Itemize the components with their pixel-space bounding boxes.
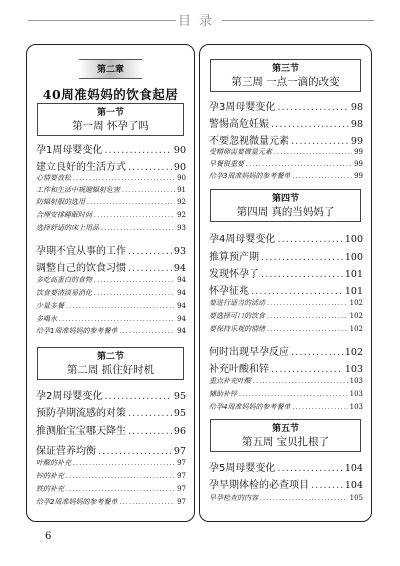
toc-entry-page: 100 xyxy=(344,252,363,263)
dot-leader xyxy=(104,391,172,402)
toc-entry-page: 97 xyxy=(177,459,186,467)
toc-entry-title: 孕期不宜从事的工作 xyxy=(36,246,126,257)
toc-entry-title: 保证营养均衡 xyxy=(36,446,96,457)
dot-leader xyxy=(98,446,172,457)
toc-entry[interactable] xyxy=(209,343,363,358)
dot-leader xyxy=(274,148,352,156)
toc-entry-page: 99 xyxy=(354,172,363,180)
dot-leader xyxy=(128,263,172,274)
toc-entry-page: 100 xyxy=(344,234,363,245)
dot-leader xyxy=(291,347,343,358)
dot-leader xyxy=(122,186,175,194)
section-title: 第一周 怀孕了吗 xyxy=(72,120,149,132)
toc-entry[interactable] xyxy=(36,173,186,183)
toc-entry-title: 要保持乐观的情绪 xyxy=(209,325,265,333)
toc-entry-page: 99 xyxy=(354,148,363,156)
right-column xyxy=(199,44,372,522)
toc-entry-page: 101 xyxy=(344,286,363,297)
dot-leader xyxy=(239,390,348,398)
toc-entry-title: 防辐射服的选用 xyxy=(36,198,85,206)
toc-entry-title: 推算预产期 xyxy=(209,252,259,263)
toc-entry-title: 不要忽视微量元素 xyxy=(209,136,289,147)
toc-entry[interactable] xyxy=(36,197,186,207)
toc-entry-page: 102 xyxy=(349,312,363,320)
toc-entry-page: 97 xyxy=(177,485,186,493)
toc-entry[interactable] xyxy=(209,311,363,321)
dot-leader xyxy=(277,102,349,113)
toc-entry[interactable] xyxy=(36,497,186,507)
toc-entry[interactable] xyxy=(209,132,363,147)
toc-entry-title: 合理安排睡眠时间 xyxy=(36,211,92,219)
toc-entry[interactable] xyxy=(209,376,363,386)
dot-leader xyxy=(66,485,175,493)
toc-entry[interactable] xyxy=(209,98,363,113)
toc-entry-title: 发现怀孕了 xyxy=(209,269,259,280)
toc-entry[interactable] xyxy=(209,265,363,280)
toc-entry[interactable] xyxy=(209,360,363,375)
toc-entry[interactable] xyxy=(36,210,186,220)
dot-leader xyxy=(260,494,348,502)
section-label: 第三节 xyxy=(271,64,299,74)
toc-entry-page: 94 xyxy=(177,302,186,310)
dot-leader xyxy=(261,252,343,263)
chapter-title: 40周准妈妈的饮食起居 xyxy=(42,87,179,102)
toc-entry-title: 孕3周母婴变化 xyxy=(209,102,276,113)
toc-entry-page: 97 xyxy=(177,498,186,506)
toc-entry-page: 104 xyxy=(344,480,363,491)
toc-entry[interactable] xyxy=(36,404,186,419)
toc-entry-page: 94 xyxy=(177,276,186,284)
toc-entry-title: 多吃高蛋白的食物 xyxy=(36,276,92,284)
section-label: 第四节 xyxy=(271,194,299,204)
toc-entry-title: 警惕高危妊娠 xyxy=(209,119,269,130)
toc-entry-title: 补充叶酸和锌 xyxy=(209,364,269,375)
dot-leader xyxy=(253,377,348,385)
dot-leader xyxy=(128,408,172,419)
toc-entry-page: 94 xyxy=(177,315,186,323)
dot-leader xyxy=(271,119,349,130)
toc-entry-title: 心情要放松 xyxy=(36,174,71,182)
toc-entry-page: 90 xyxy=(173,162,186,173)
dot-leader xyxy=(59,315,175,323)
toc-entry[interactable] xyxy=(36,471,186,481)
toc-entry[interactable] xyxy=(209,402,363,412)
toc-entry-title: 孕4周母婴变化 xyxy=(209,234,276,245)
toc-entry-page: 103 xyxy=(349,377,363,385)
section-heading-s1 xyxy=(37,103,184,136)
header-title: 目录 xyxy=(177,14,220,29)
toc-entry-title: 孕早期体检的必查项目 xyxy=(209,480,309,491)
toc-entry-page: 92 xyxy=(177,211,186,219)
toc-entry-page: 102 xyxy=(349,325,363,333)
toc-entry-title: 早孕检查的内容 xyxy=(209,494,258,502)
page-number: 6 xyxy=(45,531,52,542)
toc-entry[interactable] xyxy=(209,459,363,474)
section-title: 第三周 一点一滴的改变 xyxy=(231,76,340,88)
toc-entry-title: 要进行适当的活动 xyxy=(209,299,265,307)
toc-entry-page: 93 xyxy=(177,224,186,232)
section-label: 第一节 xyxy=(96,108,124,118)
dot-leader xyxy=(267,325,348,333)
toc-entry-page: 101 xyxy=(344,269,363,280)
toc-entry-title: 给孕2周准妈妈的参考餐单 xyxy=(36,498,118,506)
toc-entry[interactable] xyxy=(209,389,363,399)
toc-entry-page: 102 xyxy=(349,299,363,307)
toc-entry[interactable] xyxy=(209,115,363,130)
toc-entry-title: 孕1周母婴变化 xyxy=(36,145,103,156)
toc-entry-title: 孕2周母婴变化 xyxy=(36,391,103,402)
toc-entry-page: 99 xyxy=(354,160,363,168)
toc-entry-title: 叶酸的补充 xyxy=(36,459,71,467)
toc-entry-page: 90 xyxy=(177,174,186,182)
dot-leader xyxy=(311,480,343,491)
toc-entry-title: 少量多餐 xyxy=(36,302,64,310)
toc-entry[interactable] xyxy=(36,223,186,233)
toc-entry[interactable] xyxy=(36,458,186,468)
toc-entry-title: 怀孕征兆 xyxy=(209,286,249,297)
toc-entry-title: 何时出现早孕反应 xyxy=(209,347,289,358)
toc-entry[interactable] xyxy=(36,484,186,494)
page-header xyxy=(0,8,400,34)
toc-entry[interactable] xyxy=(209,159,363,169)
dot-leader xyxy=(246,160,352,168)
toc-entry-title: 给孕3周准妈妈的参考餐单 xyxy=(209,172,291,180)
dot-leader xyxy=(94,276,175,284)
toc-entry-page: 93 xyxy=(173,246,186,257)
toc-entry[interactable] xyxy=(209,493,363,503)
dot-leader xyxy=(277,463,342,474)
toc-entry-title: 调整自己的饮食习惯 xyxy=(36,263,126,274)
toc-entry-page: 95 xyxy=(173,408,186,419)
dot-leader xyxy=(128,162,172,173)
toc-entry[interactable] xyxy=(209,282,363,297)
toc-entry-title: 铁的补充 xyxy=(36,485,64,493)
toc-entry[interactable] xyxy=(36,141,186,156)
toc-entry-page: 94 xyxy=(173,263,186,274)
toc-entry[interactable] xyxy=(209,171,363,181)
toc-entry-title: 受精卵需要微量元素 xyxy=(209,148,272,156)
section-heading-s5 xyxy=(210,419,361,452)
dot-leader xyxy=(128,246,172,257)
dot-leader xyxy=(271,364,343,375)
toc-entry[interactable] xyxy=(36,288,186,298)
dot-leader xyxy=(73,459,175,467)
toc-entry-page: 96 xyxy=(173,426,186,437)
section-title: 第五周 宝贝扎根了 xyxy=(241,436,330,448)
toc-entry-page: 92 xyxy=(177,198,186,206)
dot-leader xyxy=(291,136,349,147)
dot-leader xyxy=(292,172,352,180)
toc-entry-page: 94 xyxy=(177,327,186,335)
toc-entry-page: 95 xyxy=(173,391,186,402)
toc-entry-page: 102 xyxy=(344,347,363,358)
chapter-heading xyxy=(27,57,194,103)
section-heading-s4 xyxy=(210,189,361,222)
toc-entry-page: 104 xyxy=(344,463,363,474)
toc-entry[interactable] xyxy=(36,185,186,195)
section-title: 第四周 真的当妈妈了 xyxy=(236,206,335,218)
dot-leader xyxy=(87,198,175,206)
toc-entry-page: 99 xyxy=(350,136,363,147)
dot-leader xyxy=(251,286,343,297)
toc-entry-title: 孕5周母婴变化 xyxy=(209,463,276,474)
toc-entry-page: 98 xyxy=(350,102,363,113)
toc-entry[interactable] xyxy=(209,147,363,157)
section-label: 第二节 xyxy=(96,352,124,362)
toc-entry-title: 早餐很重要 xyxy=(209,160,244,168)
toc-entry-title: 推测胎宝宝哪天降生 xyxy=(36,426,126,437)
dot-leader xyxy=(66,302,175,310)
toc-entry[interactable] xyxy=(209,298,363,308)
toc-entry-page: 105 xyxy=(349,494,363,502)
toc-entry[interactable] xyxy=(36,275,186,285)
toc-entry[interactable] xyxy=(209,476,363,491)
toc-entry[interactable] xyxy=(209,248,363,263)
dot-leader xyxy=(94,289,175,297)
dot-leader xyxy=(261,269,343,280)
header-rule-left xyxy=(28,20,176,21)
toc-entry-title: 多喝水 xyxy=(36,315,57,323)
toc-entry-page: 90 xyxy=(173,145,186,156)
toc-entry-title: 工作和生活中规避辐射危害 xyxy=(36,186,120,194)
toc-entry-page: 97 xyxy=(177,472,186,480)
toc-entry-page: 103 xyxy=(349,403,363,411)
toc-entry-title: 重点补充叶酸 xyxy=(209,377,251,385)
toc-entry-title: 饮食要清淡易消化 xyxy=(36,289,92,297)
dot-leader xyxy=(277,234,342,245)
section-heading-s3 xyxy=(210,59,361,92)
toc-entry-title: 预防孕期流感的对策 xyxy=(36,408,126,419)
toc-entry-page: 103 xyxy=(349,390,363,398)
toc-entry[interactable] xyxy=(209,324,363,334)
toc-entry[interactable] xyxy=(36,314,186,324)
toc-entry[interactable] xyxy=(36,422,186,437)
dot-leader xyxy=(66,472,175,480)
dot-leader xyxy=(73,174,175,182)
toc-entry-title: 辅助补锌 xyxy=(209,390,237,398)
left-column xyxy=(26,44,195,522)
dot-leader xyxy=(104,145,172,156)
section-heading-s2 xyxy=(37,347,184,380)
toc-entry-title: 给孕4周准妈妈的参考餐单 xyxy=(209,403,291,411)
section-label: 第五节 xyxy=(271,424,299,434)
toc-entry-title: 要选择可口的饮食 xyxy=(209,312,265,320)
dot-leader xyxy=(119,498,175,506)
toc-entry[interactable] xyxy=(36,442,186,457)
header-rule-right xyxy=(222,20,374,21)
toc-entry[interactable] xyxy=(36,158,186,173)
toc-entry[interactable] xyxy=(209,230,363,245)
toc-entry-title: 选择舒适的床上用品 xyxy=(36,224,99,232)
dot-leader xyxy=(94,211,175,219)
toc-entry[interactable] xyxy=(36,326,186,336)
toc-entry[interactable] xyxy=(36,259,186,274)
dot-leader xyxy=(101,224,175,232)
toc-entry-page: 103 xyxy=(344,364,363,375)
toc-entry-title: 建立良好的生活方式 xyxy=(36,162,126,173)
toc-entry-page: 94 xyxy=(177,289,186,297)
dot-leader xyxy=(292,403,347,411)
toc-entry[interactable] xyxy=(36,242,186,257)
chapter-label: 第二章 xyxy=(79,59,142,79)
dot-leader xyxy=(128,426,172,437)
dot-leader xyxy=(119,327,175,335)
toc-entry-page: 98 xyxy=(350,119,363,130)
toc-entry-page: 97 xyxy=(173,446,186,457)
toc-entry-title: 给孕1周准妈妈的参考餐单 xyxy=(36,327,118,335)
toc-entry[interactable] xyxy=(36,387,186,402)
dot-leader xyxy=(267,299,348,307)
section-title: 第二周 抓住好时机 xyxy=(66,364,155,376)
dot-leader xyxy=(267,312,348,320)
toc-entry[interactable] xyxy=(36,301,186,311)
toc-entry-page: 91 xyxy=(177,186,186,194)
toc-entry-title: 锌的补充 xyxy=(36,472,64,480)
